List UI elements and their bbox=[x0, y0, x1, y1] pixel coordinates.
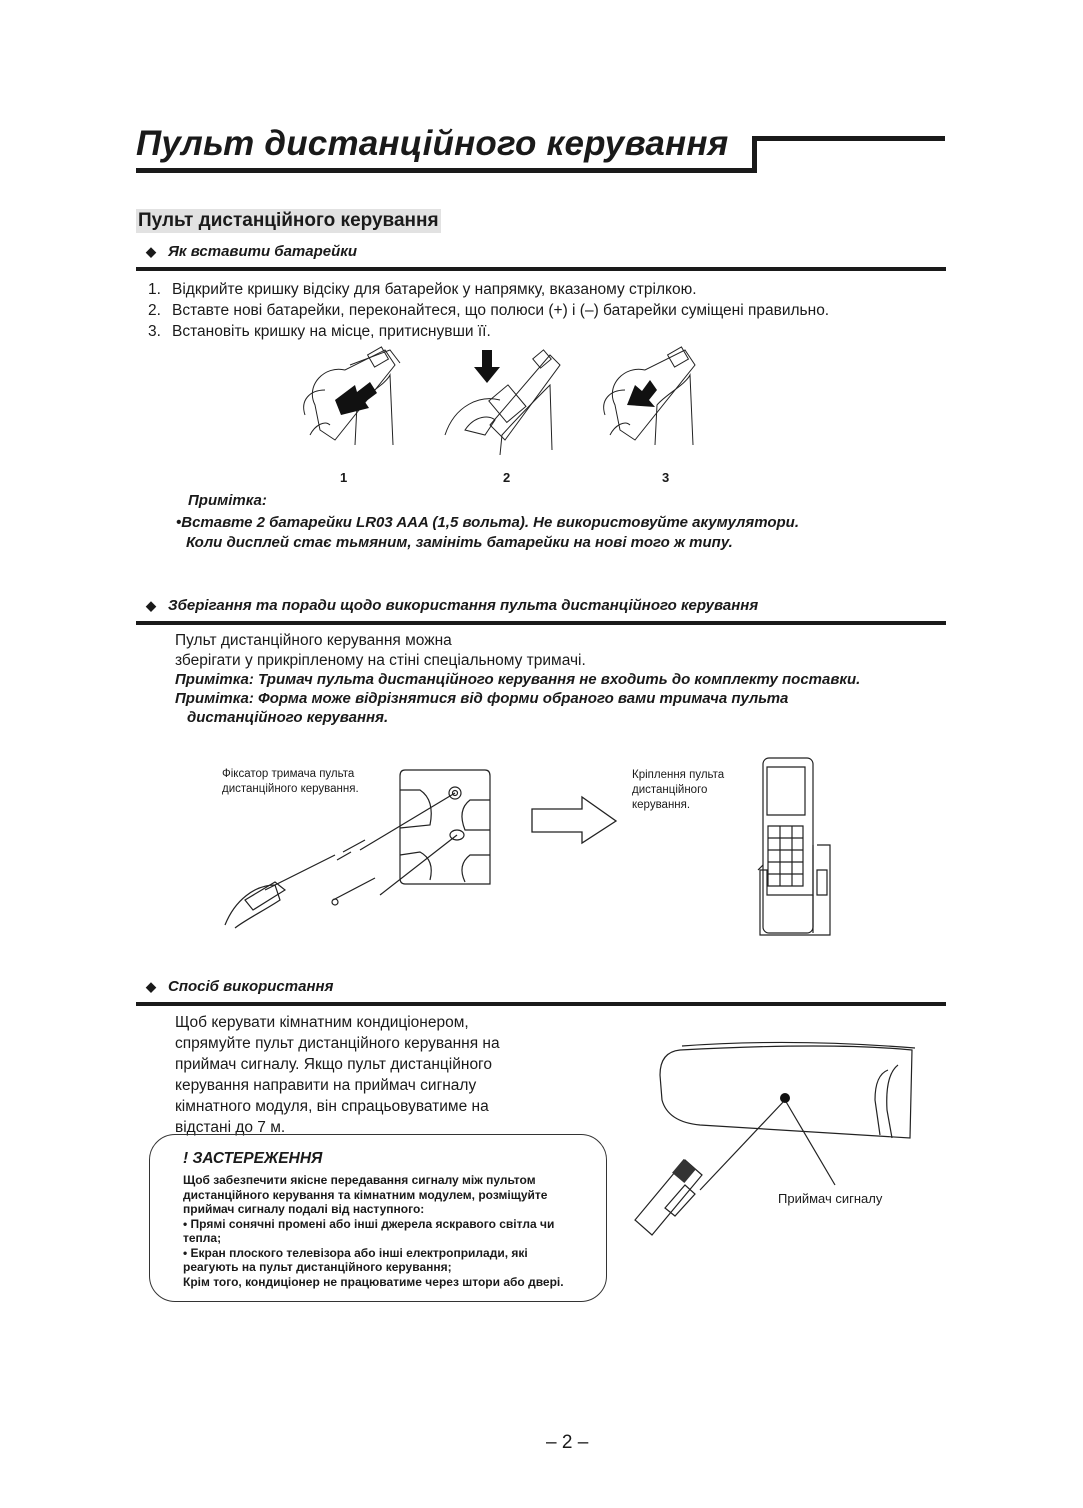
title-underline bbox=[136, 168, 756, 173]
holder-label: Фіксатор тримача пульта дистанційного керування. bbox=[222, 768, 359, 795]
usage-heading bbox=[146, 978, 333, 995]
battery-note-title: Примітка: bbox=[188, 492, 267, 509]
title-rule-top bbox=[752, 136, 945, 141]
right-arrow-icon bbox=[530, 795, 620, 845]
storage-heading bbox=[146, 597, 758, 614]
storage-note: Примітка: Форма може відрізнятися від форми обраного вами тримача пульта bbox=[175, 690, 789, 707]
figure-label: 1 bbox=[340, 470, 348, 485]
storage-note: дистанційного керування. bbox=[187, 709, 389, 726]
batteries-heading bbox=[146, 243, 357, 260]
battery-figure-3 bbox=[595, 345, 715, 455]
diamond-bullet-icon: ◆ bbox=[146, 979, 156, 994]
section-title: Пульт дистанційного керування bbox=[138, 210, 439, 231]
page-title: Пульт дистанційного керування bbox=[136, 124, 729, 163]
remote-in-holder-figure bbox=[755, 755, 845, 940]
usage-text: Щоб керувати кімнатним кондиціонером, спрямуйте пульт дистанційного керування на приймач сигналу. Якщо пульт дистанційного керування направити на приймач сигналу кімнатного модуля, він спрацьовуватиме на відстані до 7 м. bbox=[175, 1014, 500, 1136]
battery-steps-list bbox=[148, 279, 829, 342]
battery-note-line: Коли дисплей стає тьмяним, замініть батарейки на нові того ж типу. bbox=[186, 534, 733, 551]
diamond-bullet-icon: ◆ bbox=[146, 598, 156, 613]
storage-text-line: Пульт дистанційного керування можна bbox=[175, 632, 452, 649]
batteries-heading-text: Як вставити батарейки bbox=[168, 243, 358, 260]
ac-unit-figure bbox=[630, 1030, 920, 1240]
usage-heading-text: Спосіб використання bbox=[168, 978, 334, 995]
storage-text-line: зберігати у прикріпленому на стіні спеціальному тримачі. bbox=[175, 652, 586, 669]
battery-figure-2 bbox=[440, 345, 570, 455]
caution-text: Щоб забезпечити якісне передавання сигналу між пультом дистанційного керування та кімнатним модулем, розміщуйте приймач сигналу подалі від наступного: • Прямі сонячні промені або інші джерела яскравого світла чи тепла; • Екран плоского телевізора або інші електроприлади, які реагують на пульт дистанційного керування; Крім того, кондиціонер не працюватиме через штори або двері. bbox=[183, 1173, 564, 1289]
storage-note: Примітка: Тримач пульта дистанційного керування не входить до комплекту поставки. bbox=[175, 671, 861, 688]
holder-mounting-figure bbox=[225, 760, 505, 930]
receiver-label: Приймач сигналу bbox=[778, 1191, 883, 1206]
divider bbox=[136, 1002, 946, 1006]
mount-label: Кріплення пульта дистанційного керування. bbox=[632, 769, 725, 811]
divider bbox=[136, 621, 946, 625]
battery-note-line: •Вставте 2 батарейки LR03 AAA (1,5 вольта). Не використовуйте акумулятори. bbox=[176, 514, 799, 531]
caution-title: ! ЗАСТЕРЕЖЕННЯ bbox=[183, 1150, 323, 1167]
battery-figure-1 bbox=[295, 345, 415, 455]
storage-heading-text: Зберігання та поради щодо використання пульта дистанційного керування bbox=[168, 597, 759, 614]
list-item: 2. Вставте нові батарейки, переконайтеся, що полюси (+) і (–) батарейки суміщені правильно. bbox=[148, 302, 830, 319]
list-item: 1. Відкрийте кришку відсіку для батарейок у напрямку, вказаному стрілкою. bbox=[148, 281, 697, 298]
list-item: 3. Встановіть кришку на місце, притиснувши її. bbox=[148, 323, 491, 340]
figure-label: 3 bbox=[662, 470, 670, 485]
figure-label: 2 bbox=[503, 470, 511, 485]
page-number: – 2 – bbox=[546, 1432, 589, 1453]
divider bbox=[136, 267, 946, 271]
title-rule-vertical bbox=[752, 136, 757, 173]
diamond-bullet-icon: ◆ bbox=[146, 244, 156, 259]
